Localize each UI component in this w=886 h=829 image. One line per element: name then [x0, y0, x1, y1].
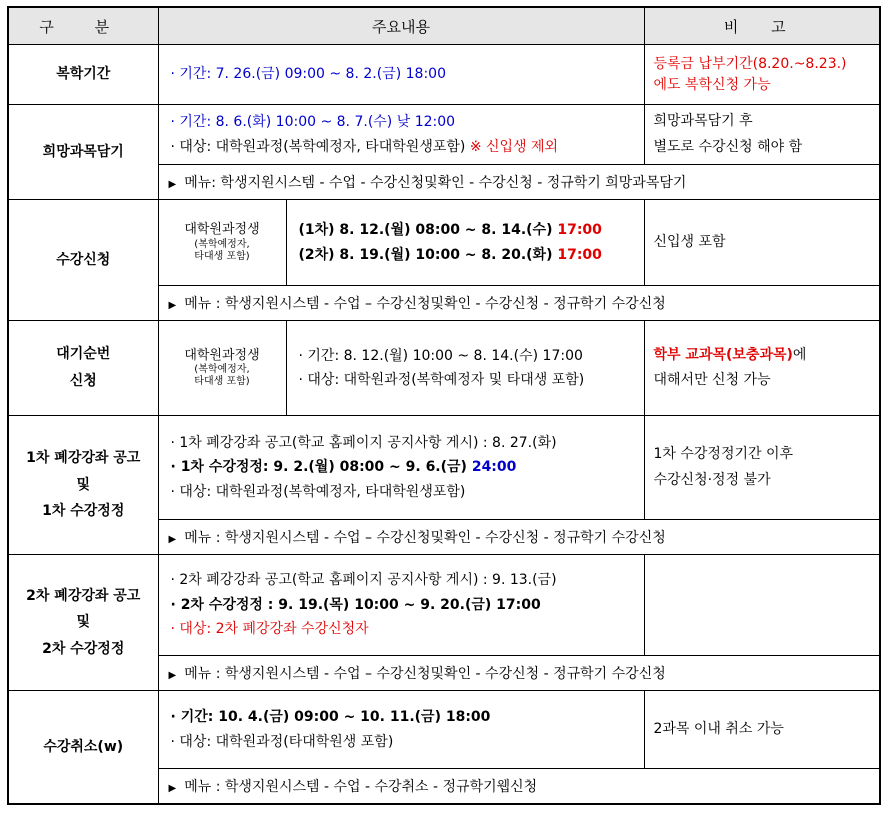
content-cell: [158, 45, 644, 105]
content-cell: [158, 416, 644, 520]
note-line: 1차 수강정정기간 이후: [653, 446, 794, 463]
note-cell: [644, 416, 880, 520]
content-cell: [158, 105, 644, 165]
content-cell: [158, 555, 644, 656]
category-line: 1차 폐강강좌 공고: [26, 450, 141, 467]
schedule-table-wrapper: [7, 6, 879, 822]
exclude-text: ※ 신입생 제외: [469, 138, 559, 155]
note-line: 대해서만 신청 가능: [653, 372, 771, 388]
table-row: [8, 321, 880, 416]
note-cell: [644, 105, 880, 165]
category-line: 2차 수강정정: [42, 640, 125, 657]
menu-path-text: 메뉴 : 학생지원시스템 - 수업 - 수강취소 - 정규학기웹신청: [184, 779, 538, 795]
note-line: 별도로 수강신청 해야 함: [653, 138, 803, 155]
schedule-table: [7, 6, 881, 805]
triangle-right-icon: ▶: [168, 300, 177, 311]
correction-period: [171, 455, 644, 480]
note-cell: [644, 45, 880, 105]
category-registration: 수강신청: [8, 200, 158, 321]
note-cell: [644, 555, 880, 656]
target-group-note: (복학예정자,: [194, 238, 250, 250]
category-line: 및: [76, 614, 91, 631]
triangle-right-icon: ▶: [168, 670, 177, 681]
period-text: · 기간: 8. 6.(화) 10:00 ~ 8. 7.(수) 낮 12:00: [170, 114, 456, 130]
menu-path: [158, 165, 880, 200]
table-row: [8, 45, 880, 105]
correction-period-text: · 1차 수강정정: 9. 2.(월) 08:00 ~ 9. 6.(금): [170, 459, 472, 476]
note-suffix: 에: [792, 346, 807, 363]
menu-path: [158, 286, 880, 321]
content-cell: [158, 691, 644, 769]
content-cell: [286, 200, 644, 286]
content-cell: [286, 321, 644, 416]
table-row: [8, 555, 880, 656]
period-text: · 기간: 7. 26.(금) 09:00 ~ 8. 2.(금) 18:00: [170, 66, 446, 83]
category-return: 복학기간: [8, 45, 158, 105]
first-period: [299, 218, 644, 243]
triangle-right-icon: ▶: [168, 179, 177, 190]
note-line: 희망과목담기 후: [653, 113, 753, 130]
note-line: 등록금 납부기간(8.20.~8.23.): [653, 56, 847, 73]
menu-path: [158, 769, 880, 805]
note-line: [654, 343, 880, 368]
note-cell: [644, 321, 880, 416]
menu-path-text: 메뉴: 학생지원시스템 - 수업 - 수강신청및확인 - 수강신청 - 정규학기 희망과목담기: [184, 175, 687, 191]
category-line: 1차 수강정정: [42, 503, 125, 520]
category-second-correction: [8, 555, 158, 691]
note-line: 수강신청·정정 불가: [653, 471, 771, 488]
table-row: [8, 200, 880, 286]
target-line: [171, 135, 644, 160]
period-text: · 기간: 8. 12.(월) 10:00 ~ 8. 14.(수) 17:00: [298, 347, 583, 364]
menu-path-text: 메뉴 : 학생지원시스템 - 수업 – 수강신청및확인 - 수강신청 - 정규학기 수강신청: [184, 296, 666, 312]
header-content: 주요내용: [158, 7, 644, 45]
menu-path: [158, 656, 880, 691]
category-line: 신청: [69, 373, 97, 389]
menu-path-text: 메뉴 : 학생지원시스템 - 수업 – 수강신청및확인 - 수강신청 - 정규학기 수강신청: [184, 530, 666, 546]
menu-path: [158, 520, 880, 555]
target-text: · 대상: 대학원과정(복학예정자, 타대학원생포함): [170, 483, 466, 500]
note-line: 에도 복학신청 가능: [653, 76, 771, 93]
target-group-note: 타대생 포함): [194, 376, 250, 388]
target-group-cell: [158, 321, 286, 416]
table-row: [8, 105, 880, 165]
category-line: 및: [76, 476, 91, 493]
category-withdrawal: 수강취소(w): [8, 691, 158, 805]
correction-period: · 2차 수강정정 : 9. 19.(목) 10:00 ~ 9. 20.(금) 17:00: [170, 596, 541, 613]
note-highlight: 학부 교과목(보충과목): [653, 346, 793, 363]
target-group-note: 타대생 포함): [194, 250, 250, 262]
target-text: · 대상: 대학원과정(복학예정자 및 타대생 포함): [298, 372, 585, 388]
target-text: · 대상: 2차 폐강강좌 수강신청자: [170, 621, 369, 638]
target-group-note: (복학예정자,: [194, 364, 250, 376]
table-row: [8, 691, 880, 769]
second-period-text: (2차) 8. 19.(월) 10:00 ~ 8. 20.(화): [298, 246, 558, 263]
target-text: · 대상: 대학원과정(복학예정자, 타대학원생포함): [170, 138, 466, 155]
category-first-correction: [8, 416, 158, 555]
target-group-cell: [158, 200, 286, 286]
first-period-text: (1차) 8. 12.(월) 08:00 ~ 8. 14.(수): [298, 222, 558, 238]
second-period-end: 17:00: [557, 246, 602, 263]
triangle-right-icon: ▶: [168, 783, 177, 794]
category-waitlist: [8, 321, 158, 416]
category-line: 대기순번: [56, 346, 111, 363]
category-line: 2차 폐강강좌 공고: [26, 587, 141, 604]
target-text: · 대상: 대학원과정(타대학원생 포함): [170, 733, 394, 750]
period-text: · 기간: 10. 4.(금) 09:00 ~ 10. 11.(금) 18:00: [170, 709, 491, 725]
target-group-label: 대학원과정생: [184, 347, 260, 363]
target-group-label: 대학원과정생: [184, 222, 260, 238]
menu-path-text: 메뉴 : 학생지원시스템 - 수업 – 수강신청및확인 - 수강신청 - 정규학기 수강신청: [184, 666, 666, 682]
header-note: 비 고: [644, 7, 880, 45]
correction-period-end: 24:00: [471, 459, 517, 476]
notice-text: · 1차 폐강강좌 공고(학교 홈페이지 공지사항 게시) : 8. 27.(화): [170, 434, 557, 451]
first-period-end: 17:00: [557, 222, 602, 238]
notice-text: · 2차 폐강강좌 공고(학교 홈페이지 공지사항 게시) : 9. 13.(금): [170, 572, 557, 589]
table-row: [8, 416, 880, 520]
note-cell: 신입생 포함: [644, 200, 880, 286]
note-cell: 2과목 이내 취소 가능: [644, 691, 880, 769]
category-wishlist: 희망과목담기: [8, 105, 158, 200]
second-period: [299, 243, 644, 268]
table-header-row: [8, 7, 880, 45]
triangle-right-icon: ▶: [168, 534, 177, 545]
header-category: 구 분: [8, 7, 158, 45]
